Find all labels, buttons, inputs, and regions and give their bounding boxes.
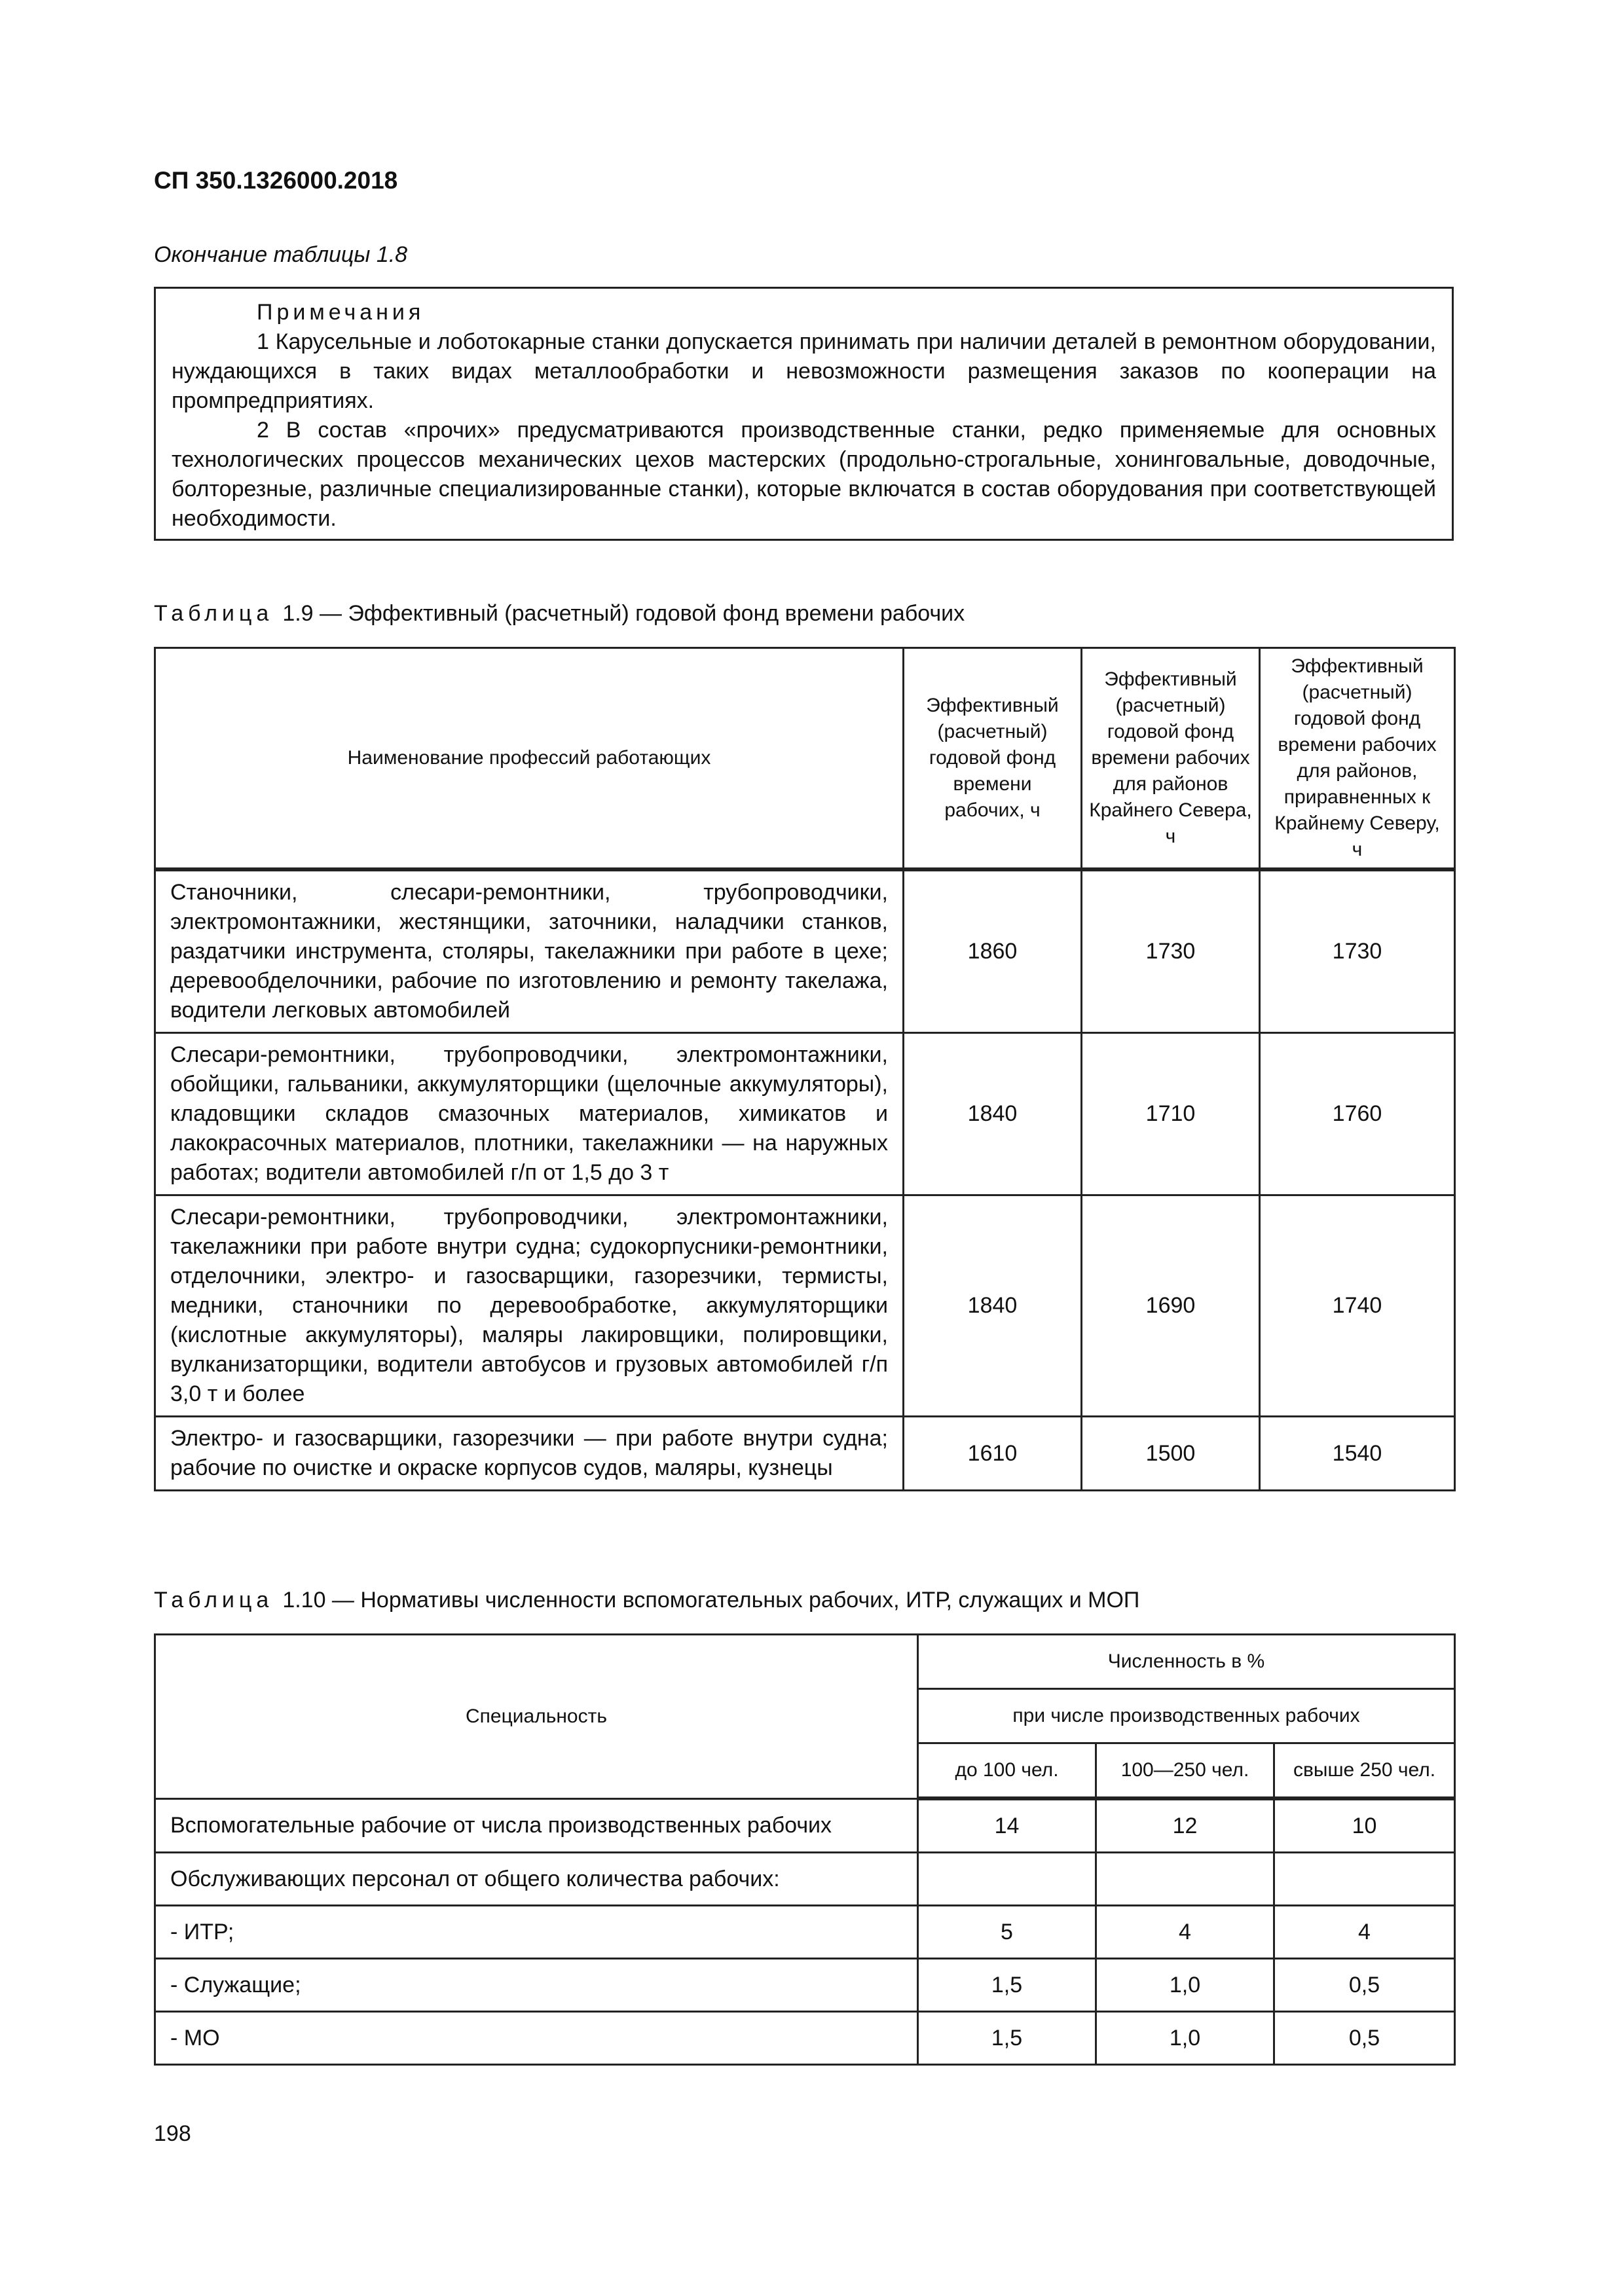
fund-near-north-cell: 1760 (1260, 1033, 1455, 1195)
specialty-cell: - Служащие; (155, 1959, 918, 2012)
header-100-250: 100—250 чел. (1096, 1743, 1274, 1799)
table-row (155, 1417, 1455, 1491)
value-cell: 1,5 (918, 2012, 1096, 2065)
header-production-workers: при числе производственных рабочих (918, 1689, 1455, 1743)
fund-cell: 1840 (904, 1195, 1082, 1417)
profession-cell: Слесари-ремонтники, трубопроводчики, электромонтажники, обойщики, гальваники, аккумуляторщики (щелочные аккумуляторы), кладовщики складов смазочных материалов, химикатов и лакокрасочных материалов, плотники, такелажники — на наружных работах; водители автомобилей г/п от 1,5 до 3 т (155, 1033, 904, 1195)
document-code: СП 350.1326000.2018 (154, 167, 398, 194)
value-cell: 5 (918, 1906, 1096, 1959)
value-cell (1096, 1853, 1274, 1906)
value-cell: 4 (1274, 1906, 1455, 1959)
table-1-9 (154, 647, 1456, 1491)
notes-box (154, 287, 1454, 541)
fund-near-north-cell: 1740 (1260, 1195, 1455, 1417)
value-cell: 10 (1274, 1798, 1455, 1853)
table-1-10-caption-text: 1.10 — Нормативы численности вспомогательных рабочих, ИТР, служащих и МОП (282, 1588, 1140, 1613)
value-cell: 1,0 (1096, 2012, 1274, 2065)
header-up-to-100: до 100 чел. (918, 1743, 1096, 1799)
header-fund-near-north: Эффективный (расчетный) годовой фонд времени рабочих для районов, приравненных к Крайнему Северу, ч (1260, 648, 1455, 870)
table-1-9-caption (154, 601, 965, 627)
header-specialty: Специальность (155, 1635, 918, 1799)
fund-north-cell: 1730 (1082, 869, 1260, 1033)
table-row (155, 1906, 1455, 1959)
table-1-10-caption-word: Таблица (154, 1588, 274, 1613)
value-cell: 1,5 (918, 1959, 1096, 2012)
table-row (155, 869, 1455, 1033)
specialty-cell: Обслуживающих персонал от общего количества рабочих: (155, 1853, 918, 1906)
fund-north-cell: 1690 (1082, 1195, 1260, 1417)
value-cell: 1,0 (1096, 1959, 1274, 2012)
page-number: 198 (154, 2121, 191, 2146)
profession-cell: Электро- и газосварщики, газорезчики — при работе внутри судна; рабочие по очистке и окраске корпусов судов, маляры, кузнецы (155, 1417, 904, 1491)
fund-cell: 1860 (904, 869, 1082, 1033)
value-cell: 14 (918, 1798, 1096, 1853)
specialty-cell: - МО (155, 2012, 918, 2065)
fund-north-cell: 1500 (1082, 1417, 1260, 1491)
table-1-10 (154, 1633, 1456, 2066)
header-count-percent: Численность в % (918, 1635, 1455, 1689)
note-1: 1 Карусельные и лоботокарные станки допускается принимать при наличии деталей в ремонтном оборудовании, нуждающихся в таких видах металлообработки и невозможности размещения заказов по кооперации на промпредприятиях. (172, 329, 1436, 413)
fund-cell: 1610 (904, 1417, 1082, 1491)
table-row (155, 2012, 1455, 2065)
fund-near-north-cell: 1730 (1260, 869, 1455, 1033)
note-2: 2 В состав «прочих» предусматриваются производственные станки, редко применяемые для основных технологических процессов механических цехов мастерских (продольно-строгальные, хонинговальные, доводочные, болторезные, различные специализированные станки), которые включатся в состав оборудования при соответствующей необходимости. (172, 418, 1436, 531)
header-fund: Эффективный (расчетный) годовой фонд времени рабочих, ч (904, 648, 1082, 870)
table-1-9-header-row (155, 648, 1455, 870)
fund-north-cell: 1710 (1082, 1033, 1260, 1195)
table-row (155, 1798, 1455, 1853)
value-cell (1274, 1853, 1455, 1906)
header-fund-north: Эффективный (расчетный) годовой фонд времени рабочих для районов Крайнего Севера, ч (1082, 648, 1260, 870)
notes-heading: Примечания (257, 300, 425, 325)
table-1-10-caption (154, 1588, 1139, 1613)
value-cell: 4 (1096, 1906, 1274, 1959)
value-cell: 12 (1096, 1798, 1274, 1853)
table-row (155, 1033, 1455, 1195)
value-cell: 0,5 (1274, 2012, 1455, 2065)
header-profession: Наименование профессий работающих (155, 648, 904, 870)
table-1-10-header-row-1 (155, 1635, 1455, 1689)
profession-cell: Станочники, слесари-ремонтники, трубопроводчики, электромонтажники, жестянщики, заточники, наладчики станков, раздатчики инструмента, столяры, такелажники при работе в цехе; деревообделочники, рабочие по изготовлению и ремонту такелажа, водители легковых автомобилей (155, 869, 904, 1033)
profession-cell: Слесари-ремонтники, трубопроводчики, электромонтажники, такелажники при работе внутри судна; судокорпусники-ремонтники, отделочники, электро- и газосварщики, газорезчики, термисты, медники, станочники по деревообработке, аккумуляторщики (кислотные аккумуляторы), маляры лакировщики, полировщики, вулканизаторщики, водители автобусов и грузовых автомобилей г/п 3,0 т и более (155, 1195, 904, 1417)
table-continuation-caption: Окончание таблицы 1.8 (154, 242, 408, 267)
table-row (155, 1853, 1455, 1906)
header-over-250: свыше 250 чел. (1274, 1743, 1455, 1799)
value-cell: 0,5 (1274, 1959, 1455, 2012)
value-cell (918, 1853, 1096, 1906)
specialty-cell: - ИТР; (155, 1906, 918, 1959)
table-1-9-caption-word: Таблица (154, 601, 274, 626)
fund-near-north-cell: 1540 (1260, 1417, 1455, 1491)
table-row (155, 1195, 1455, 1417)
table-row (155, 1959, 1455, 2012)
table-1-9-caption-text: 1.9 — Эффективный (расчетный) годовой фонд времени рабочих (282, 601, 965, 626)
fund-cell: 1840 (904, 1033, 1082, 1195)
specialty-cell: Вспомогательные рабочие от числа производственных рабочих (155, 1798, 918, 1853)
